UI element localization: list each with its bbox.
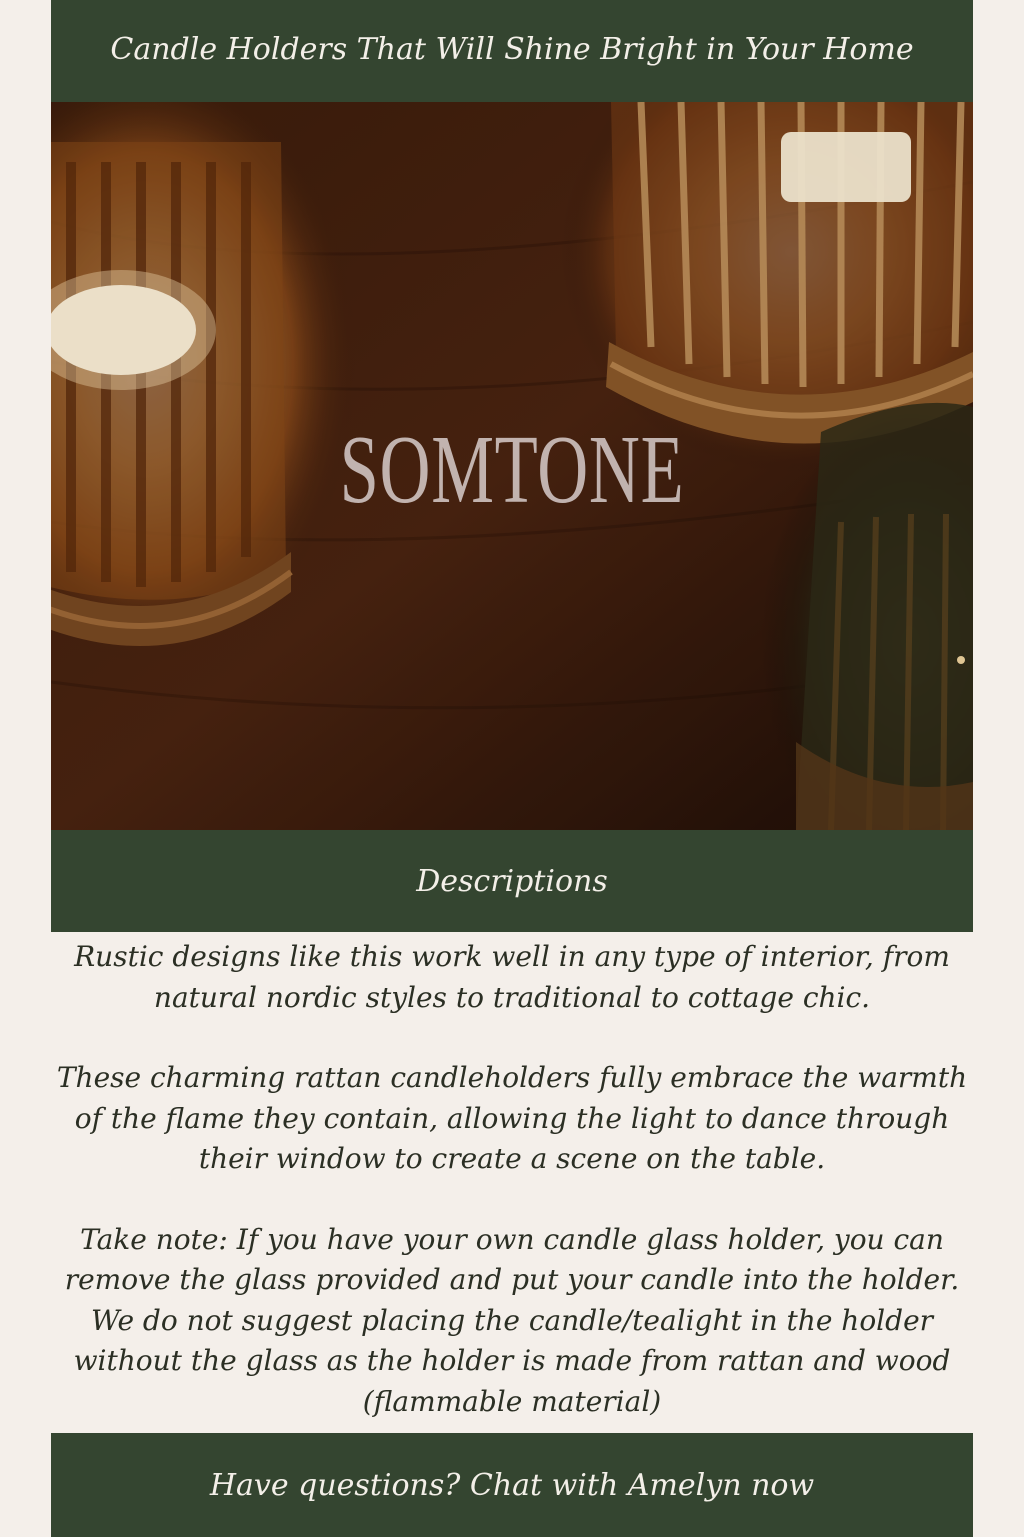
description-paragraph: Rustic designs like this work well in any type of interior, from natural nordic styles to traditional to cottage chic. — [74, 940, 950, 1014]
page-title: Candle Holders That Will Shine Bright in Your Home — [110, 31, 914, 67]
brand-watermark: SOMTONE — [339, 416, 685, 524]
description-paragraph: These charming rattan candleholders fully embrace the warmth of the flame they contain, allowing the light to dance through their window to create a scene on the table. — [56, 1061, 968, 1175]
title-banner — [51, 0, 973, 102]
description-paragraph: Take note: If you have your own candle glass holder, you can remove the glass provided and put your candle into the holder. We do not suggest placing the candle/tealight in the holder without the glass as the holder is made from rattan and wood (flammable material) — [64, 1222, 960, 1418]
descriptions-heading: Descriptions — [416, 863, 608, 899]
hero-image — [51, 102, 973, 830]
chat-cta[interactable]: Have questions? Chat with Amelyn now — [209, 1467, 815, 1503]
descriptions-body — [51, 937, 973, 1462]
chat-banner[interactable] — [51, 1433, 973, 1537]
descriptions-banner — [51, 830, 973, 932]
page-column — [51, 0, 973, 932]
